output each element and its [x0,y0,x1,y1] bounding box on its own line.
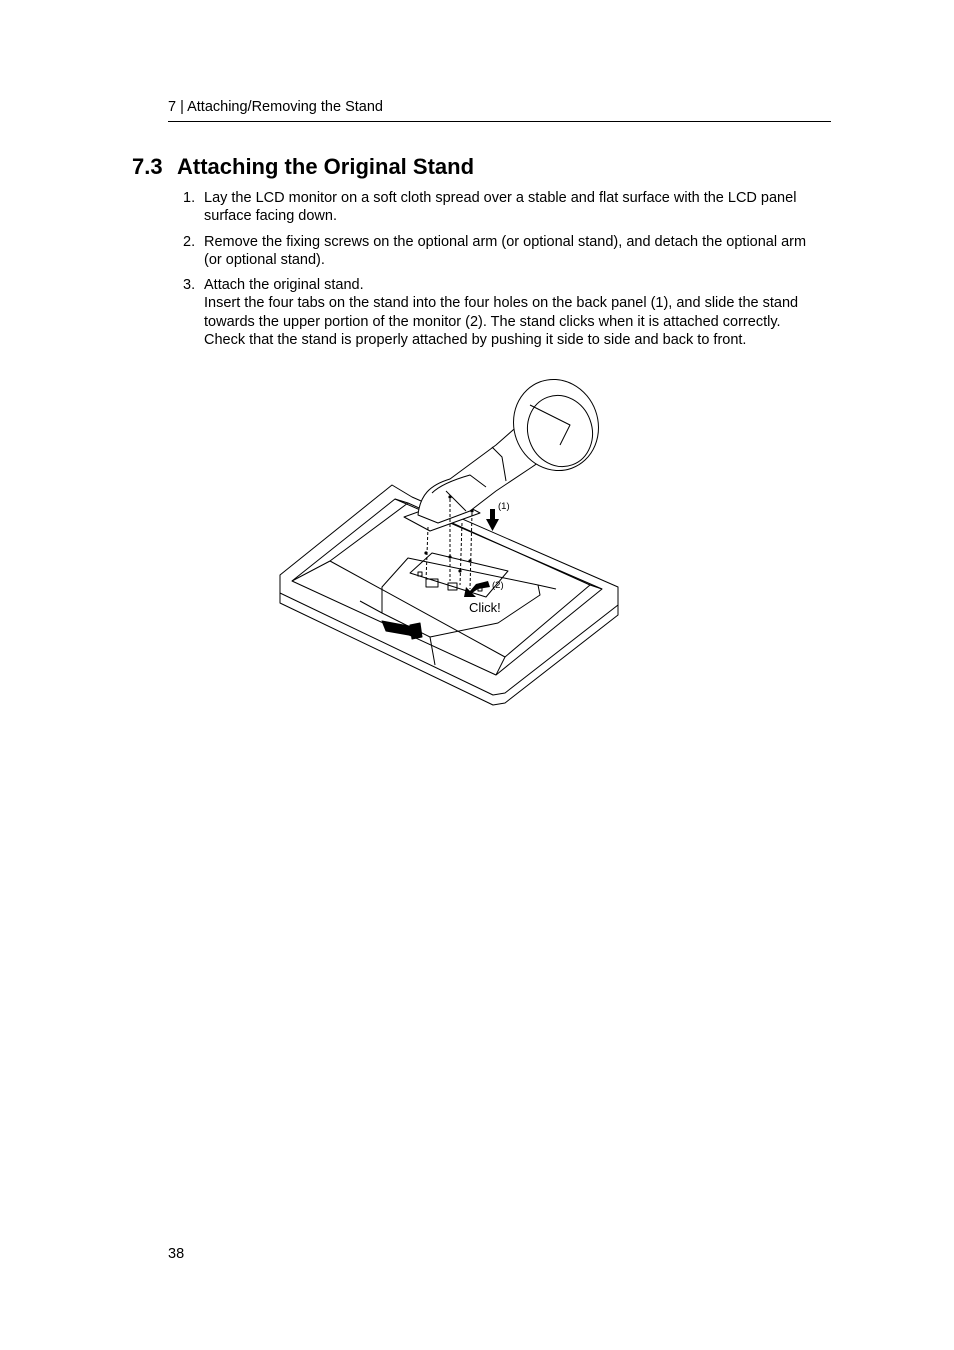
step-label-1: (1) [498,501,510,512]
step-item [183,276,823,349]
step-number: 2. [183,233,196,250]
step-item [183,233,823,270]
step-label-2: (2) [492,580,504,591]
page-number: 38 [168,1246,185,1262]
section-title-text: Attaching the Original Stand [177,154,475,179]
section-title [132,154,474,180]
step-detail: Insert the four tabs on the stand into the four holes on the back panel (1), and slide the stand towards the upper portion of the monitor (2). The stand clicks when it is attached correctly. Check that the stand is properly attached by pushing it side to side and back to front. [204,295,799,349]
step-text: Remove the fixing screws on the optional arm (or optional stand), and detach the optional arm (or optional stand). [204,233,807,268]
step-text: Attach the original stand. [204,277,364,294]
stand-attachment-illustration [270,375,630,710]
running-header: 7 | Attaching/Removing the Stand [168,99,383,115]
step-number: 3. [183,277,196,294]
header-divider [168,121,831,122]
step-text: Lay the LCD monitor on a soft cloth spread over a stable and flat surface with the LCD panel surface facing down. [204,190,797,225]
arrow-down-icon [486,509,499,531]
monitor-stand-drawing [270,375,630,710]
step-list [183,189,823,356]
click-label: Click! [469,600,501,615]
step-item [183,189,823,226]
section-number: 7.3 [132,154,163,179]
step-number: 1. [183,190,196,206]
